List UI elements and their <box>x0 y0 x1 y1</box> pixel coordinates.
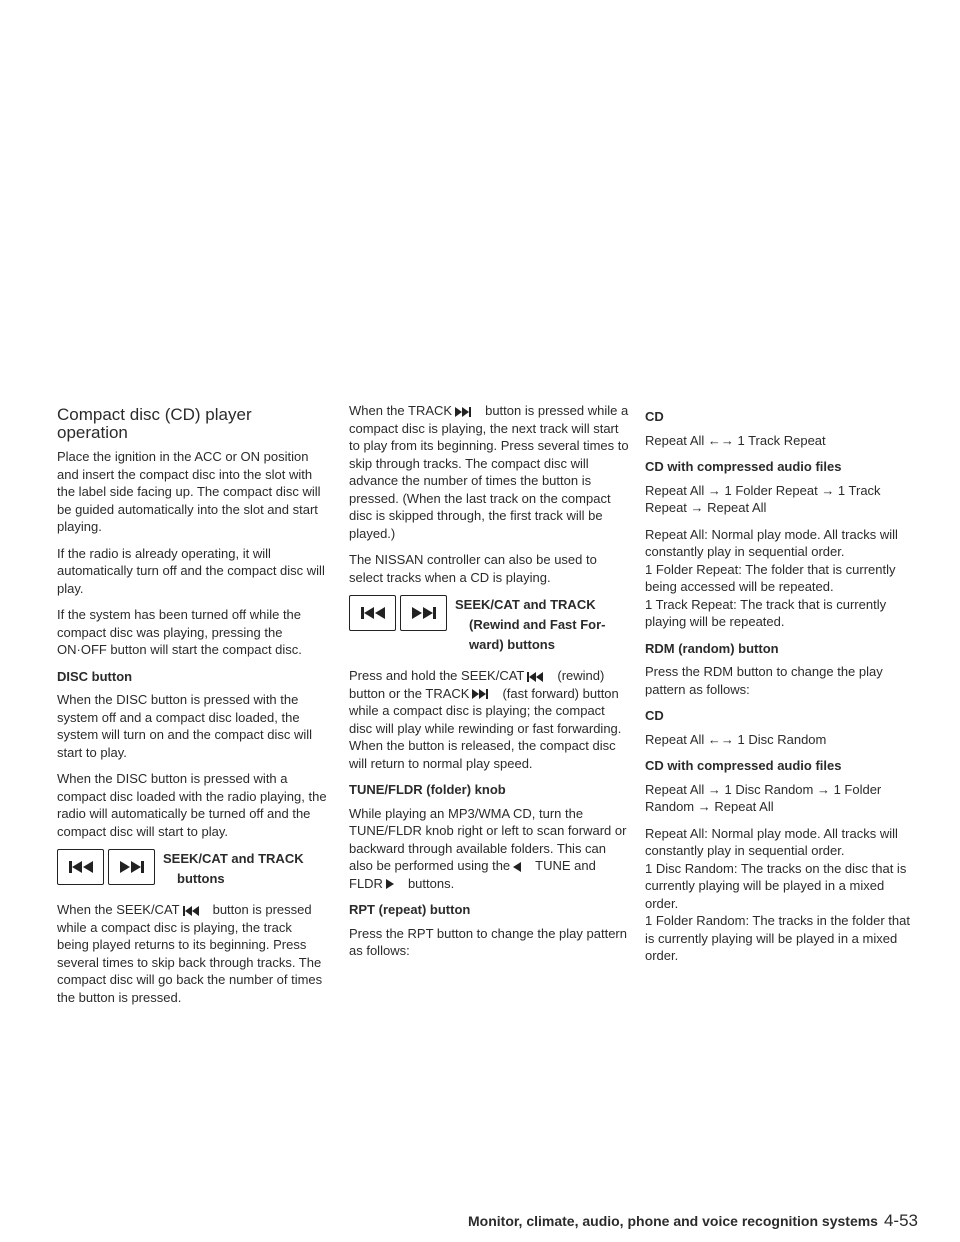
track-button-illustration <box>400 595 447 631</box>
rpt-button-heading: RPT (repeat) button <box>349 902 471 917</box>
mode-description: 1 Folder Repeat: The folder that is currently being accessed will be repeated. <box>645 561 896 594</box>
paragraph: When the SEEK/CAT button is pressed while a compact disc is playing, the track being played returns to its beginning. Press several times to skip back through tracks. The compact disc will go back the number of times the button is pressed. <box>57 902 323 1005</box>
seek-cat-button-illustration <box>349 595 396 631</box>
mode-description: 1 Folder Random: The tracks in the folder that is currently playing will be played in a mixed order. <box>645 913 910 963</box>
rdm-button-heading: RDM (random) button <box>645 640 779 656</box>
track-forward-icon <box>411 606 437 620</box>
column-2 <box>349 402 631 969</box>
paragraph: Place the ignition in the ACC or ON position and insert the compact disc into the slot with the label side facing up. The compact disc will be guided automatically into the slot and start playing. <box>57 449 321 534</box>
paragraph: When the DISC button is pressed with a compact disc loaded with the radio playing, the radio will automatically be turned off and the compact disc will start to play. <box>57 771 327 839</box>
seek-back-icon <box>68 860 94 874</box>
column-1 <box>57 402 327 1015</box>
paragraph: If the system has been turned off while the compact disc was playing, pressing the ON·OFF button will start the compact disc. <box>57 607 302 657</box>
button-caption: SEEK/CAT and TRACK buttons <box>163 851 304 886</box>
mode-description: 1 Disc Random: The tracks on the disc that is currently playing will be played in a mixed order. <box>645 860 907 911</box>
compressed-audio-heading: CD with compressed audio files <box>645 459 842 474</box>
seek-track-buttons-figure <box>57 849 327 889</box>
repeat-sequence: Repeat All → 1 Folder Repeat → 1 Track Repeat → Repeat All <box>645 482 881 515</box>
section-title: Compact disc (CD) player operation <box>57 405 252 442</box>
mode-description: Repeat All: Normal play mode. All tracks will constantly play in sequential order. <box>645 825 898 858</box>
fldr-right-arrow-icon <box>386 879 394 889</box>
seek-back-icon <box>527 672 543 682</box>
paragraph: While playing an MP3/WMA CD, turn the TUNE/FLDR knob right or left to scan forward or backward through available folders. This can also be performed using the TUNE and FLDR buttons. <box>349 805 627 891</box>
cd-heading: CD <box>645 708 664 723</box>
mode-description: Repeat All: Normal play mode. All tracks will constantly play in sequential order. <box>645 526 898 559</box>
repeat-sequence: Repeat All ←→ 1 Track Repeat <box>645 432 826 448</box>
page-number: 4-53 <box>883 1211 918 1230</box>
track-button-illustration <box>108 849 155 885</box>
page-footer <box>468 1211 918 1231</box>
button-caption: SEEK/CAT and TRACK (Rewind and Fast For- ward) buttons <box>455 597 606 652</box>
seek-back-icon <box>360 606 386 620</box>
paragraph: When the DISC button is pressed with the system off and a compact disc loaded, the system will turn on and the compact disc will start to play. <box>57 692 313 760</box>
seek-track-buttons-figure <box>349 595 631 655</box>
random-sequence: Repeat All → 1 Disc Random → 1 Folder Random → Repeat All <box>645 781 882 814</box>
paragraph: Press and hold the SEEK/CAT (rewind) button or the TRACK (fast forward) button while a compact disc is playing; the compact disc will play while rewinding or fast forwarding. When the button is released, the compact disc will return to normal play speed. <box>349 668 622 771</box>
chapter-title: Monitor, climate, audio, phone and voice recognition systems <box>468 1213 878 1229</box>
track-forward-icon <box>455 407 471 417</box>
paragraph: If the radio is already operating, it will automatically turn off and the compact disc will play. <box>57 545 325 596</box>
paragraph: The NISSAN controller can also be used to select tracks when a CD is playing. <box>349 552 597 585</box>
tune-left-arrow-icon <box>513 862 521 872</box>
compressed-audio-heading: CD with compressed audio files <box>645 758 842 773</box>
cd-heading: CD <box>645 409 664 424</box>
seek-cat-button-illustration <box>57 849 104 885</box>
track-forward-icon <box>119 860 145 874</box>
mode-description: 1 Track Repeat: The track that is currently playing will be repeated. <box>645 596 887 629</box>
disc-button-heading: DISC button <box>57 668 133 684</box>
paragraph: When the TRACK button is pressed while a compact disc is playing, the next track will start to play from its beginning. Press several times to skip through tracks. The compact disc will advance the number of times the button is pressed. (When the last track on the compact disc is skipped through, the first track will be played.) <box>349 403 629 541</box>
tune-fldr-heading: TUNE/FLDR (folder) knob <box>349 782 506 797</box>
column-3 <box>645 402 915 965</box>
paragraph: Press the RPT button to change the play pattern as follows: <box>349 925 627 958</box>
seek-back-icon <box>183 906 199 916</box>
random-sequence: Repeat All ←→ 1 Disc Random <box>645 731 827 747</box>
paragraph: Press the RDM button to change the play pattern as follows: <box>645 664 883 697</box>
track-forward-icon <box>472 689 488 699</box>
